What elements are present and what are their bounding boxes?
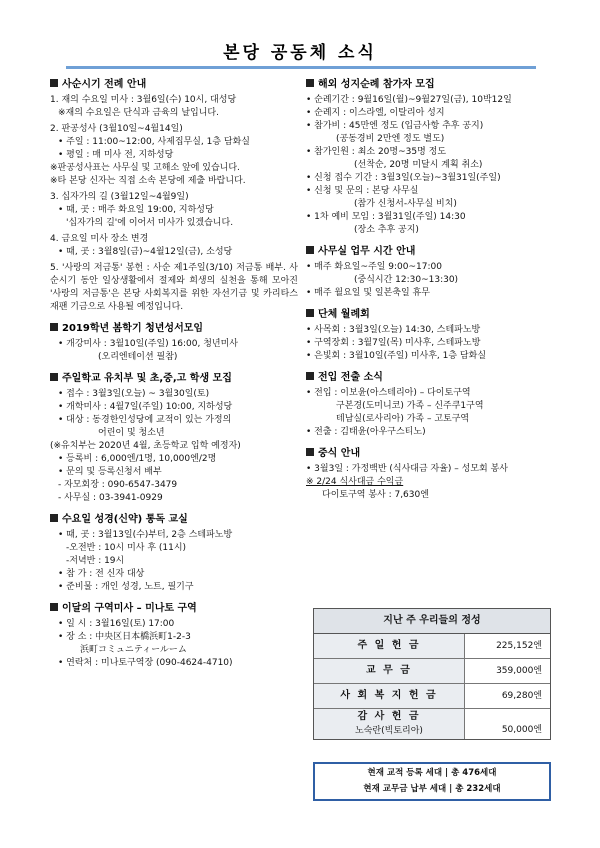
offerings-title: 지난 주 우리들의 정성 [314, 609, 550, 634]
pilgrimage-line: (참가 신청서-사무실 비치) [354, 199, 457, 209]
transfer-line: • 전출 : 김태윤(아우구스티노) [306, 427, 426, 437]
square-bullet-icon [50, 373, 58, 381]
lent-line: • 주일 : 11:00~12:00, 사제집무실, 1층 담화실 [58, 137, 251, 147]
district-heading: 이달의 구역미사 – 미나토 구역 [50, 602, 298, 616]
square-bullet-icon [50, 323, 58, 331]
groups-line: • 사목회 : 3월3일(오늘) 14:30, 스테파노방 [306, 325, 481, 335]
youth-line: (오리엔테이션 필참) [98, 352, 178, 362]
transfer-heading: 전입 전출 소식 [306, 371, 552, 385]
meal-heading: 중식 안내 [306, 447, 552, 461]
pilgrimage-line: (공동경비 2만엔 정도 별도) [336, 134, 445, 144]
school-line: • 문의 및 등록신청서 배부 [58, 467, 162, 477]
office-line: • 매주 월요일 및 일본축일 휴무 [306, 288, 430, 298]
offering-amount: 225,152엔 [496, 641, 542, 651]
school-line: • 개학미사 : 4월7일(주일) 10:00, 지하성당 [58, 402, 233, 412]
offerings-table [313, 608, 551, 740]
transfer-line: 테남실(로사리아) 가족 – 고토구역 [336, 414, 470, 424]
youth-heading: 2019학년 봄학기 청년성서모임 [50, 322, 298, 336]
title-divider [66, 66, 536, 69]
offering-label: 교 무 금 [314, 659, 465, 683]
youth-section [50, 322, 298, 364]
school-heading: 주일학교 유치부 및 초,중,고 학생 모집 [50, 372, 298, 386]
square-bullet-icon [50, 79, 58, 87]
district-line: • 장 소 : 中央区日本橋浜町1-2-3 [58, 632, 191, 642]
lent-line: ※판공성사표는 사무실 및 고해소 앞에 있습니다. [50, 163, 240, 173]
square-bullet-icon [306, 79, 314, 87]
school-line: • 대상 : 동경한인성당에 교적이 있는 가정의 [58, 415, 232, 425]
lent-line: • 평일 : 매 미사 전, 지하성당 [58, 150, 174, 160]
square-bullet-icon [306, 309, 314, 317]
lent-line: ※타 본당 신자는 직접 소속 본당에 제출 바랍니다. [50, 176, 246, 186]
lent-line: 5. '사랑의 저금통' 봉헌 : 사순 제1주일(3/10) 저금통 배부. 사순시기 동안 일상생활에서 절제와 희생의 실천을 통해 모아진 '사랑의 저금통'은 본당 사회복지를 위한 자선기금 및 카리타스재팬 기금으로 사용될 예정입니다. [50, 263, 298, 312]
transfer-line: • 전입 : 이보윤(아스테리아) – 다이토구역 [306, 388, 471, 398]
meal-line: ※ 2/24 식사대금 수익금 [306, 477, 404, 487]
left-column [50, 78, 298, 678]
office-line: • 매주 화요일~주일 9:00~17:00 [306, 262, 442, 272]
pilgrimage-line: • 신청 및 문의 : 본당 사무실 [306, 186, 419, 196]
meal-line: 다이토구역 봉사 : 7,630엔 [322, 490, 429, 500]
offering-amount: 69,280엔 [501, 691, 542, 701]
offering-amount: 50,000엔 [501, 725, 542, 735]
pilgrimage-line: (장소 추후 공지) [354, 225, 419, 235]
page-title: 본당 공동체 소식 [223, 43, 377, 63]
school-line: (※유치부는 2020년 4월, 초등학교 입학 예정자) [50, 441, 241, 451]
meal-line: • 3월3일 : 가정백반 (식사대금 자율) – 성모회 봉사 [306, 464, 509, 474]
bible-line: • 참 가 : 전 신자 대상 [58, 569, 145, 579]
school-line: 어린이 및 청소년 [98, 428, 165, 438]
school-line: - 사무실 : 03-3941-0929 [58, 493, 163, 503]
pilgrimage-line: (선착순, 20명 미달시 계획 취소) [354, 160, 483, 170]
table-row [314, 684, 550, 709]
square-bullet-icon [50, 603, 58, 611]
transfer-line: 구본경(도미니코) 가족 – 신주쿠1구역 [336, 401, 484, 411]
square-bullet-icon [306, 448, 314, 456]
right-column [306, 78, 552, 510]
lent-line: 3. 십자가의 길 (3월12일~4월9일) [50, 192, 189, 202]
district-line: 浜町コミュニティールーム [80, 645, 187, 655]
offering-label: 사 회 복 지 헌 금 [314, 684, 465, 708]
bible-line: -저녁반 : 19시 [66, 556, 125, 566]
pilgrimage-line: • 1차 예비 모임 : 3월31일(주일) 14:30 [306, 212, 466, 222]
pilgrimage-line: • 신청 접수 기간 : 3월3일(오늘)~3월31일(주일) [306, 173, 501, 183]
lent-line: 4. 금요일 미사 장소 변경 [50, 234, 149, 244]
meal-section [306, 447, 552, 502]
offering-amount: 359,000엔 [496, 666, 542, 676]
lent-line: ※재의 수요일은 단식과 금육의 날입니다. [58, 108, 219, 118]
square-bullet-icon [50, 514, 58, 522]
school-line: • 등록비 : 6,000엔/1명, 10,000엔/2명 [58, 454, 217, 464]
district-section [50, 602, 298, 670]
district-line: • 일 시 : 3월16일(토) 17:00 [58, 619, 175, 629]
office-section [306, 245, 552, 300]
bible-line: -오전반 : 10시 미사 후 (11시) [66, 543, 187, 553]
school-section [50, 372, 298, 505]
lent-line: 2. 판공성사 (3월10일~4월14일) [50, 124, 183, 134]
offering-label: 주 일 헌 금 [314, 634, 465, 658]
household-summary [313, 762, 551, 801]
square-bullet-icon [306, 246, 314, 254]
table-row [314, 709, 550, 739]
square-bullet-icon [306, 372, 314, 380]
offering-label [314, 709, 465, 739]
groups-heading: 단체 월례회 [306, 308, 552, 322]
lent-line: • 때, 곳 : 3월8일(금)~4월12일(금), 소성당 [58, 247, 233, 257]
bible-line: • 준비물 : 개인 성경, 노트, 필기구 [58, 582, 194, 592]
pilgrimage-line: • 참가인원 : 최소 20명~35명 정도 [306, 147, 447, 157]
bible-section [50, 513, 298, 594]
pilgrimage-line: • 순례지 : 이스라엘, 이탈리아 성지 [306, 108, 445, 118]
table-row [314, 659, 550, 684]
transfer-section [306, 371, 552, 439]
office-heading: 사무실 업무 시간 안내 [306, 245, 552, 259]
pilgrimage-section [306, 78, 552, 237]
special-offering-label: 감 사 헌 금 [357, 711, 421, 722]
household-registered: 현재 교적 등록 세대 | 총 476세대 [367, 768, 497, 778]
special-offering-donor: 노숙란(빅토리아) [355, 726, 423, 736]
lent-section [50, 78, 298, 314]
office-line: (중식시간 12:30~13:30) [354, 275, 459, 285]
groups-line: • 구역장회 : 3월7일(목) 미사후, 스테파노방 [306, 338, 481, 348]
youth-line: • 개강미사 : 3월10일(주일) 16:00, 청년미사 [58, 339, 238, 349]
groups-section [306, 308, 552, 363]
lent-heading: 사순시기 전례 안내 [50, 78, 298, 92]
bible-heading: 수요일 성경(신약) 통독 교실 [50, 513, 298, 527]
household-paying: 현재 교무금 납부 세대 | 총 232세대 [363, 784, 501, 794]
table-row [314, 634, 550, 659]
pilgrimage-line: • 참가비 : 45만엔 정도 (입금사항 추후 공지) [306, 121, 484, 131]
bible-line: • 때, 곳 : 3월13일(수)부터, 2층 스테파노방 [58, 530, 233, 540]
lent-line: 1. 재의 수요일 미사 : 3월6일(수) 10시, 대성당 [50, 95, 237, 105]
district-line: • 연락처 : 미나토구역장 (090-4624-4710) [58, 658, 233, 668]
school-line: • 접수 : 3월3일(오늘) ~ 3월30일(토) [58, 389, 210, 399]
pilgrimage-heading: 해외 성지순례 참가자 모집 [306, 78, 552, 92]
groups-line: • 은빛회 : 3월10일(주일) 미사후, 1층 담화실 [306, 351, 487, 361]
school-line: - 자모회장 : 090-6547-3479 [58, 480, 178, 490]
lent-line: • 때, 곳 : 매주 화요일 19:00, 지하성당 [58, 205, 214, 215]
lent-line: '십자가의 길'에 이어서 미사가 있겠습니다. [66, 218, 234, 228]
pilgrimage-line: • 순례기간 : 9월16일(월)~9월27일(금), 10박12일 [306, 95, 512, 105]
